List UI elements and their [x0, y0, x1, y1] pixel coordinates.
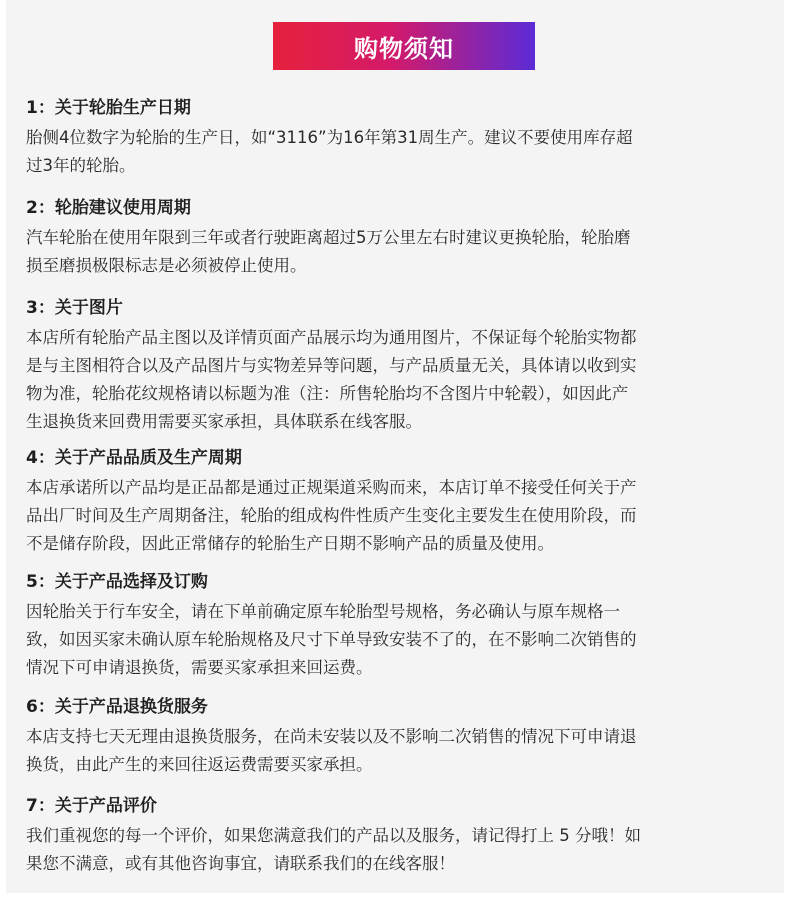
section-heading: 3：关于图片: [26, 298, 123, 318]
section-body: [26, 474, 771, 558]
section-heading: 2：轮胎建议使用周期: [26, 198, 191, 218]
section-production-date: [26, 96, 771, 180]
body-line: 因轮胎关于行车安全，请在下单前确定原车轮胎型号规格，务必确认与原车规格一: [26, 602, 620, 621]
body-line: 本店承诺所以产品均是正品都是通过正规渠道采购而来，本店订单不接受任何关于产: [26, 478, 637, 497]
body-line: 换货，由此产生的来回往返运费需要买家承担。: [26, 755, 373, 774]
body-line: 品出厂时间及生产周期备注，轮胎的组成构件性质产生变化主要发生在使用阶段，而: [26, 506, 637, 525]
body-line: 情况下可申请退换货，需要买家承担来回运费。: [26, 658, 373, 677]
body-line: 胎侧4位数字为轮胎的生产日，如“3116”为16年第31周生产。建议不要使用库存超: [26, 128, 633, 147]
body-line: 过3年的轮胎。: [26, 156, 136, 175]
body-line: 是与主图相符合以及产品图片与实物差异等问题，与产品质量无关，具体请以收到实: [26, 356, 637, 375]
body-line: 果您不满意，或有其他咨询事宜，请联系我们的在线客服！: [26, 854, 455, 873]
section-body: [26, 822, 771, 878]
section-heading: 1：关于轮胎生产日期: [26, 98, 191, 118]
body-line: 不是储存阶段，因此正常储存的轮胎生产日期不影响产品的质量及使用。: [26, 534, 554, 553]
section-body: [26, 723, 771, 779]
body-line: 物为准，轮胎花纹规格请以标题为准（注：所售轮胎均不含图片中轮毂），如因此产: [26, 384, 629, 403]
body-line: 本店支持七天无理由退换货服务，在尚未安装以及不影响二次销售的情况下可申请退: [26, 727, 637, 746]
page-title: 购物须知: [354, 34, 454, 63]
section-heading: 7：关于产品评价: [26, 796, 157, 816]
section-quality: [26, 446, 771, 558]
body-line: 本店所有轮胎产品主图以及详情页面产品展示均为通用图片，不保证每个轮胎实物都: [26, 328, 637, 347]
body-line: 损至磨损极限标志是必须被停止使用。: [26, 256, 307, 275]
body-line: 我们重视您的每一个评价，如果您满意我们的产品以及服务，请记得打上 5 分哦！如: [26, 826, 641, 845]
section-body: [26, 598, 771, 682]
title-banner: [273, 22, 535, 70]
section-selection: [26, 570, 771, 682]
section-body: [26, 324, 771, 436]
section-returns: [26, 695, 771, 779]
section-review: [26, 794, 771, 878]
body-line: 致，如因买家未确认原车轮胎规格及尺寸下单导致安装不了的，在不影响二次销售的: [26, 630, 637, 649]
body-line: 汽车轮胎在使用年限到三年或者行驶距离超过5万公里左右时建议更换轮胎，轮胎磨: [26, 228, 631, 247]
section-images: [26, 296, 771, 436]
section-heading: 5：关于产品选择及订购: [26, 572, 208, 592]
body-line: 生退换货来回费用需要买家承担，具体联系在线客服。: [26, 412, 422, 431]
section-body: [26, 224, 771, 280]
section-body: [26, 124, 771, 180]
section-heading: 6：关于产品退换货服务: [26, 697, 208, 717]
section-heading: 4：关于产品品质及生产周期: [26, 448, 242, 468]
section-usage-cycle: [26, 196, 771, 280]
